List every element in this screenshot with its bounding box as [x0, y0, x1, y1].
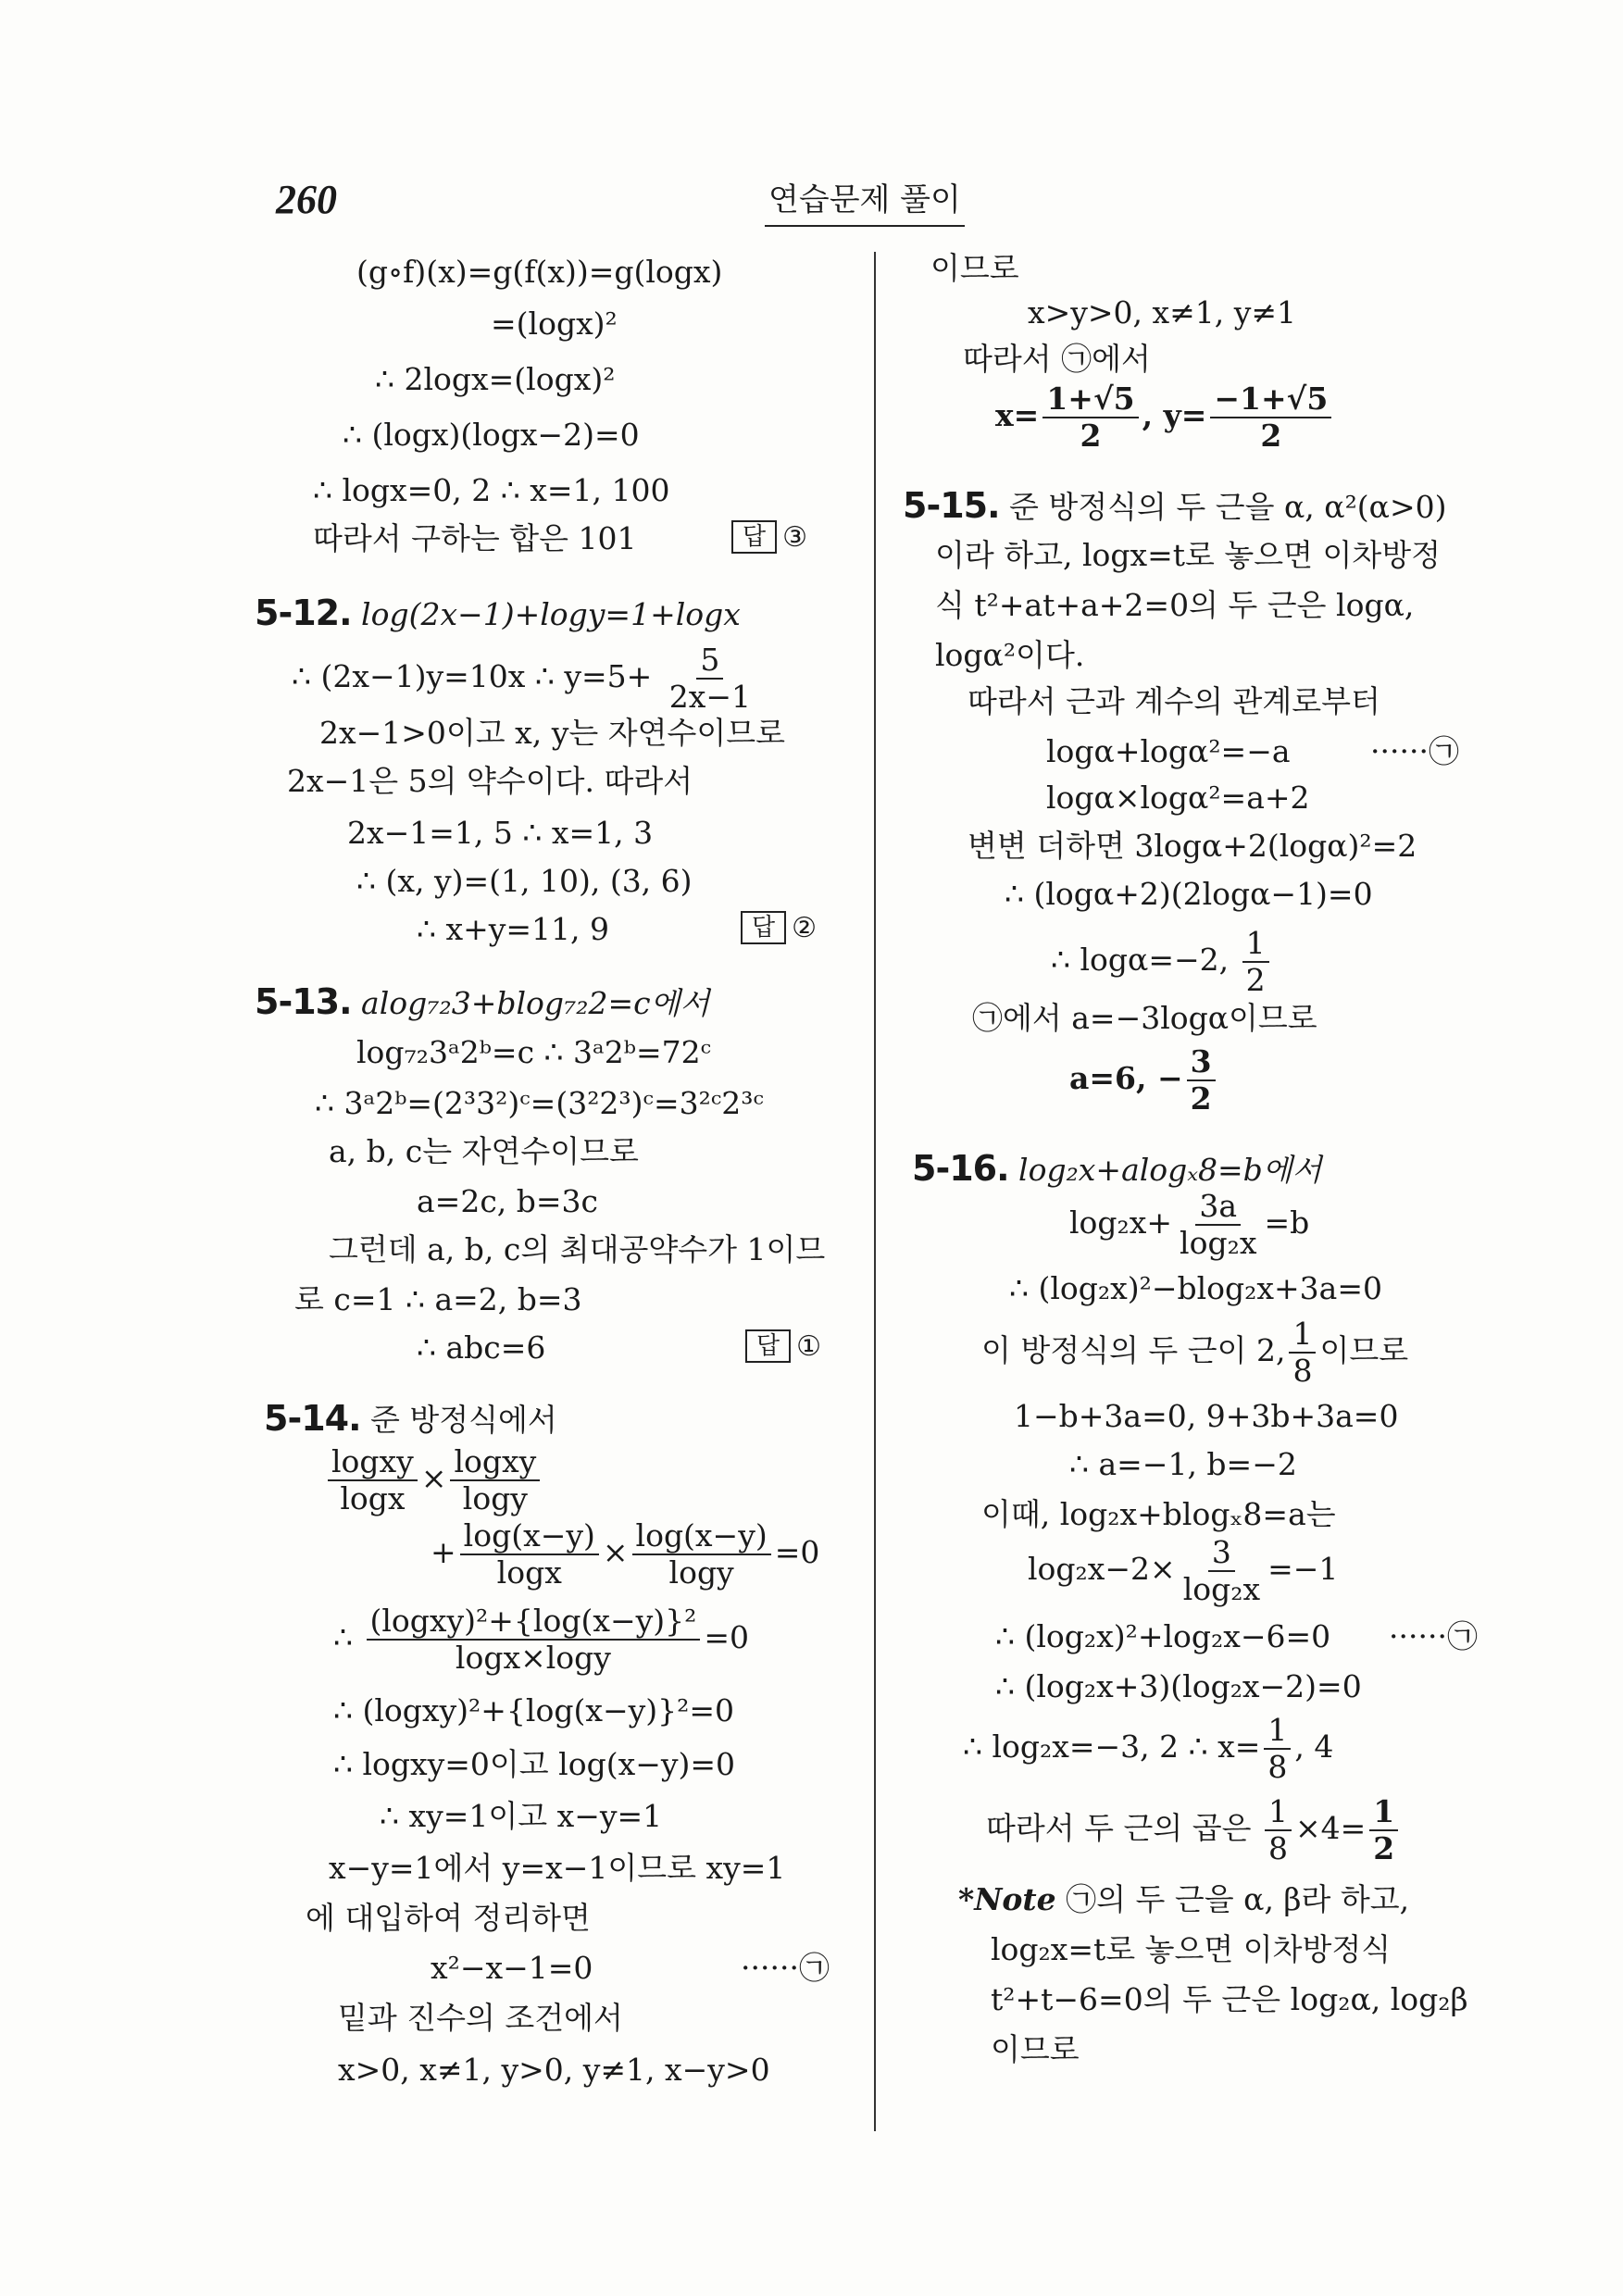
fraction	[1369, 1794, 1398, 1866]
denominator: 2	[1373, 1830, 1395, 1866]
page-number: 260	[276, 177, 337, 222]
note-line: 이므로	[991, 2031, 1080, 2067]
solution-line: 에 대입하여 정리하면	[306, 1900, 591, 1936]
solution-line: ∴ logxy=0이고 log(x−y)=0	[333, 1746, 736, 1782]
solution-line: logα×logα²=a+2	[1046, 780, 1310, 816]
equation-tag: ······㉠	[1389, 1618, 1478, 1654]
note-label: *Note	[958, 1881, 1056, 1917]
problem-number: 5-13.	[255, 981, 352, 1022]
denominator: 8	[1267, 1749, 1288, 1785]
fraction	[1210, 381, 1331, 454]
solution-line: 따라서 근과 계수의 관계로부터	[968, 683, 1380, 719]
fraction	[1242, 926, 1269, 998]
solution-line: 변변 더하면 3logα+2(logα)²=2	[968, 828, 1417, 864]
solution-line	[981, 1316, 1408, 1389]
note-line: t²+t−6=0의 두 근은 log₂α, log₂β	[991, 1981, 1468, 2017]
solution-line: 식 t²+at+a+2=0의 두 근은 logα,	[935, 587, 1415, 623]
denominator: 8	[1292, 1353, 1313, 1389]
solution-line: x²−x−1=0	[431, 1950, 593, 1986]
numerator: 1	[1289, 1316, 1316, 1354]
numerator: 5	[696, 643, 723, 680]
problem-header	[255, 981, 709, 1024]
solution-line: ∴ (log₂x)²−blog₂x+3a=0	[1009, 1270, 1382, 1306]
solution-line: 그런데 a, b, c의 최대공약수가 1이므	[329, 1231, 826, 1267]
fraction	[666, 643, 755, 715]
solution-line: ∴ xy=1이고 x−y=1	[380, 1798, 663, 1834]
denominator: 2	[1190, 1080, 1212, 1117]
note-line: log₂x=t로 놓으면 이차방정식	[991, 1931, 1392, 1967]
solution-line: 이라 하고, logx=t로 놓으면 이차방정	[935, 537, 1442, 573]
solution-text: log₂x−2×	[1028, 1551, 1176, 1587]
answer-choice: ①	[796, 1329, 822, 1363]
numerator: 1	[1369, 1794, 1398, 1831]
problem-statement: log(2x−1)+logy=1+logx	[361, 596, 741, 632]
fraction	[1289, 1316, 1316, 1389]
answer-mark	[741, 911, 817, 944]
solution-text: 따라서 두 근의 곱은	[986, 1810, 1252, 1846]
fraction	[1265, 1794, 1292, 1866]
solution-text: ∴ log₂x=−3, 2 ∴ x=	[963, 1728, 1261, 1765]
denominator: logy	[462, 1480, 528, 1516]
solution-line: ∴ (log₂x+3)(log₂x−2)=0	[995, 1668, 1362, 1704]
running-head: 연습문제 풀이	[765, 174, 965, 227]
denominator: logy	[668, 1554, 734, 1591]
equals-zero: =0	[704, 1619, 750, 1655]
solution-line: log₇₂3ᵃ2ᵇ=c ∴ 3ᵃ2ᵇ=72ᶜ	[356, 1034, 712, 1070]
solution-text: x=	[995, 397, 1040, 433]
fraction	[328, 1444, 418, 1516]
answer-mark	[731, 520, 807, 554]
equals-zero: =0	[774, 1534, 820, 1570]
solution-line: ∴ 2logx=(logx)²	[375, 361, 616, 397]
solution-line: $\frac{\text{logxy}}{\log x}$ × $\frac{\text{logxy}}{\log y}$	[324, 1444, 543, 1516]
denominator: logx×logy	[455, 1640, 611, 1676]
solution-line	[1069, 1044, 1219, 1117]
column-divider	[874, 252, 876, 2131]
denominator: logx	[340, 1480, 406, 1516]
problem-statement: log₂x+alogₓ8=b에서	[1018, 1152, 1322, 1188]
solution-line	[1069, 1189, 1309, 1261]
fraction	[450, 1444, 540, 1516]
solution-line: + $\frac{\log(x-y)}{\log x}$ × $\frac{\log(x-y)}{\log y}$ =0	[431, 1517, 820, 1591]
numerator: −1+√5	[1210, 381, 1331, 418]
answer-mark	[745, 1329, 821, 1363]
problem-statement: 준 방정식에서	[370, 1402, 557, 1438]
solution-line: 1−b+3a=0, 9+3b+3a=0	[1014, 1398, 1399, 1434]
numerator: logxy	[450, 1444, 540, 1481]
solution-line: x>y>0, x≠1, y≠1	[1028, 294, 1297, 331]
answer-choice: ②	[792, 911, 818, 944]
solution-text: ∴ (2x−1)y=10x ∴ y=5+	[292, 658, 653, 694]
solution-text: ×4=	[1295, 1810, 1367, 1846]
denominator: 2x−1	[668, 679, 752, 715]
answer-label: 답	[731, 520, 777, 554]
problem-number: 5-16.	[912, 1148, 1009, 1189]
solution-line	[1028, 1535, 1338, 1607]
fraction	[460, 1518, 599, 1591]
solution-line: ∴ logx=0, 2 ∴ x=1, 100	[313, 472, 670, 508]
solution-line: ∴ (log₂x)²+log₂x−6=0	[995, 1618, 1331, 1654]
solution-text: ∴ logα=−2,	[1051, 942, 1230, 978]
solution-text: 이 방정식의 두 근이 2,	[981, 1332, 1286, 1368]
problem-header	[903, 485, 1446, 528]
solution-line: logα²이다.	[935, 637, 1085, 673]
solution-line: 밑과 진수의 조건에서	[338, 2000, 623, 2036]
solution-line: ∴ (logx)(logx−2)=0	[343, 417, 640, 453]
numerator: 1	[1264, 1713, 1291, 1750]
answer-label: 답	[745, 1329, 791, 1363]
equation-tag: ······㉠	[741, 1950, 830, 1986]
solution-line: 2x−1은 5의 약수이다. 따라서	[287, 763, 693, 799]
solution-line: =(logx)²	[491, 306, 618, 342]
solution-line: ∴ a=−1, b=−2	[1069, 1446, 1297, 1482]
fraction	[1176, 1189, 1260, 1261]
denominator: logx	[496, 1554, 562, 1591]
numerator: 3	[1208, 1535, 1235, 1572]
solution-text: 이므로	[1319, 1332, 1409, 1368]
solution-line: ∴ (x, y)=(1, 10), (3, 6)	[356, 863, 693, 899]
problem-header	[255, 593, 741, 635]
solution-line: ∴ (logxy)²+{log(x−y)}²=0	[333, 1692, 734, 1728]
problem-header	[264, 1398, 557, 1441]
fraction	[367, 1603, 701, 1676]
note-line	[958, 1879, 1409, 1920]
numerator: 1+√5	[1042, 381, 1138, 418]
numerator: 1	[1242, 926, 1269, 963]
solution-line: ∴ $\frac{\text{(logxy)²+\{log(x−y)\}²}}{\log x\times\log y}$ =0	[333, 1603, 750, 1676]
numerator: (logxy)²+{log(x−y)}²	[367, 1603, 701, 1641]
note-text: ㉠의 두 근을 α, β라 하고,	[1066, 1881, 1410, 1917]
solution-text: log₂x+	[1069, 1204, 1173, 1241]
solution-line	[963, 1713, 1333, 1785]
solution-text: a=6, −	[1069, 1060, 1183, 1096]
solution-line: a=2c, b=3c	[417, 1183, 599, 1219]
problem-number: 5-14.	[264, 1398, 361, 1439]
solution-line: 이때, log₂x+blogₓ8=a는	[981, 1496, 1336, 1532]
equation-tag: ······㉠	[1370, 733, 1459, 769]
solution-line: x−y=1에서 y=x−1이므로 xy=1	[329, 1850, 786, 1886]
solution-line: a, b, c는 자연수이므로	[329, 1133, 639, 1169]
denominator: log₂x	[1182, 1571, 1261, 1607]
solution-line: 2x−1=1, 5 ∴ x=1, 3	[347, 815, 654, 851]
solution-text: =−1	[1267, 1551, 1339, 1587]
problem-statement: 준 방정식의 두 근을 α, α²(α>0)	[1009, 489, 1447, 525]
denominator: log₂x	[1180, 1225, 1257, 1261]
solution-text: =b	[1264, 1204, 1310, 1241]
solution-line: logα+logα²=−a	[1046, 733, 1291, 769]
solution-line: 이므로	[930, 250, 1019, 286]
solution-line: 따라서 구하는 합은 101	[313, 520, 637, 556]
solution-line: (g∘f)(x)=g(f(x))=g(logx)	[356, 254, 723, 290]
numerator: log(x−y)	[460, 1518, 599, 1555]
solution-line: x>0, x≠1, y>0, y≠1, x−y>0	[338, 2052, 770, 2088]
fraction	[1187, 1044, 1216, 1117]
denominator: 2	[1245, 962, 1266, 998]
numerator: 1	[1265, 1794, 1292, 1831]
numerator: log(x−y)	[632, 1518, 771, 1555]
fraction	[1264, 1713, 1291, 1785]
denominator: 2	[1260, 418, 1282, 454]
answer-choice: ③	[782, 520, 808, 554]
answer-label: 답	[741, 911, 786, 944]
numerator: logxy	[328, 1444, 418, 1481]
solution-line	[292, 643, 758, 715]
solution-line: ∴ 3ᵃ2ᵇ=(2³3²)ᶜ=(3²2³)ᶜ=3²ᶜ2³ᶜ	[315, 1085, 764, 1121]
solution-line: 2x−1>0이고 x, y는 자연수이므로	[319, 715, 786, 751]
problem-statement: alog₇₂3+blog₇₂2=c에서	[361, 985, 710, 1021]
numerator: 3a	[1195, 1189, 1241, 1226]
solution-text: , 4	[1294, 1728, 1334, 1765]
fraction	[1042, 381, 1138, 454]
solution-line: ∴ x+y=11, 9	[417, 911, 610, 947]
problem-number: 5-15.	[903, 485, 1000, 526]
solution-line: ∴ (logα+2)(2logα−1)=0	[1005, 876, 1373, 912]
solution-line	[1051, 926, 1273, 998]
solution-line: 로 c=1 ∴ a=2, b=3	[294, 1281, 582, 1317]
fraction	[1180, 1535, 1264, 1607]
fraction	[632, 1518, 771, 1591]
denominator: 2	[1080, 418, 1102, 454]
problem-header	[912, 1148, 1322, 1191]
solution-line: ∴ abc=6	[417, 1329, 546, 1366]
solution-text: , y=	[1142, 397, 1207, 433]
denominator: 8	[1268, 1830, 1288, 1866]
solution-line	[986, 1794, 1402, 1866]
problem-number: 5-12.	[255, 593, 352, 633]
numerator: 3	[1187, 1044, 1216, 1081]
solution-line	[995, 381, 1335, 454]
solution-line: 따라서 ㉠에서	[963, 341, 1151, 377]
solution-line: ㉠에서 a=−3logα이므로	[972, 1000, 1317, 1036]
